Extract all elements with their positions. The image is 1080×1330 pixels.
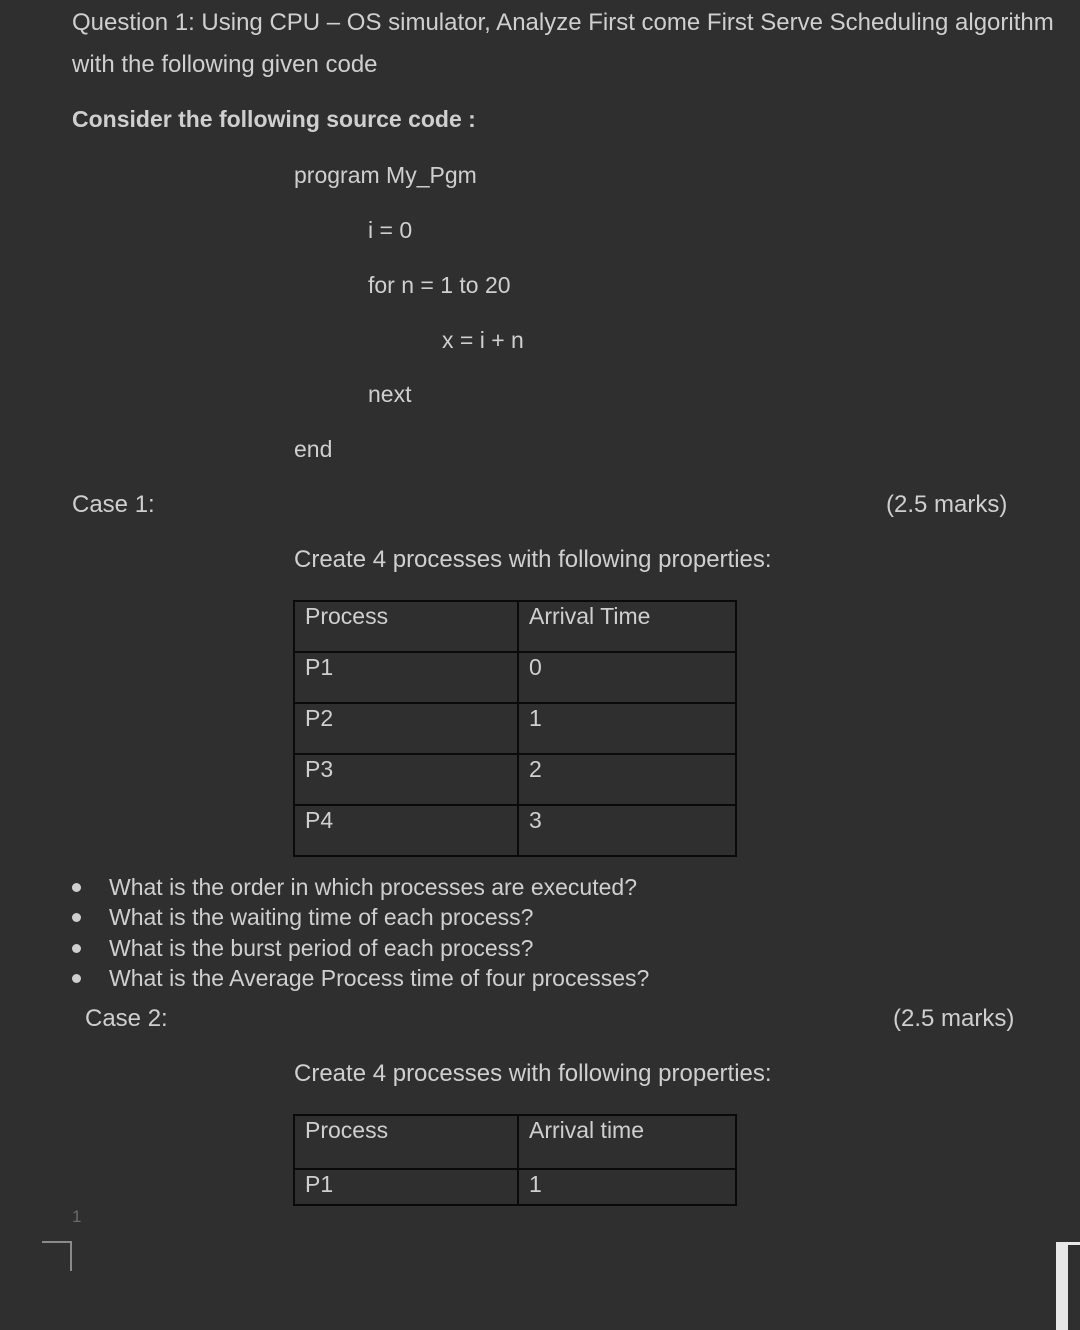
source-code-heading: Consider the following source code : (72, 106, 476, 132)
list-item (72, 963, 649, 993)
table-cell: P4 (294, 805, 518, 856)
question-title-line1: Question 1: Using CPU – OS simulator, Analyze First come First Serve Scheduling algorithm (72, 9, 1054, 36)
table-header-cell: Arrival Time (518, 601, 736, 652)
case2-label: Case 2: (85, 1005, 168, 1032)
code-line-end: end (294, 436, 333, 462)
page-corner-mark (42, 1241, 72, 1271)
case1-question-list (72, 872, 649, 993)
case1-process-table (293, 600, 737, 857)
table-cell: 3 (518, 805, 736, 856)
bullet-icon (72, 913, 81, 922)
table-header-row (294, 601, 736, 652)
page-number: 1 (72, 1207, 82, 1226)
bullet-icon (72, 883, 81, 892)
table-row (294, 652, 736, 703)
bullet-icon (72, 974, 81, 983)
case2-instruction: Create 4 processes with following properties: (294, 1060, 772, 1087)
question-text: What is the waiting time of each process? (109, 904, 534, 931)
table-cell: 1 (518, 703, 736, 754)
table-row (294, 754, 736, 805)
code-line-next: next (368, 381, 412, 407)
scrollbar-thumb[interactable] (1056, 1242, 1068, 1330)
list-item (72, 933, 649, 963)
table-header-cell: Process (294, 1115, 518, 1169)
question-title-line2: with the following given code (72, 51, 378, 78)
table-cell: 1 (518, 1169, 736, 1205)
case1-instruction: Create 4 processes with following properties: (294, 546, 772, 573)
table-header-cell: Process (294, 601, 518, 652)
table-cell: P1 (294, 652, 518, 703)
table-header-cell: Arrival time (518, 1115, 736, 1169)
case1-label: Case 1: (72, 491, 155, 518)
case1-marks: (2.5 marks) (886, 491, 1008, 518)
question-text: What is the burst period of each process? (109, 934, 534, 961)
list-item (72, 902, 649, 932)
table-cell: P3 (294, 754, 518, 805)
table-row (294, 1169, 736, 1205)
table-cell: 2 (518, 754, 736, 805)
code-line-assign: x = i + n (442, 327, 524, 353)
question-text: What is the order in which processes are executed? (109, 874, 637, 900)
table-cell: 0 (518, 652, 736, 703)
code-line-for: for n = 1 to 20 (368, 272, 511, 298)
question-text: What is the Average Process time of four processes? (109, 964, 650, 991)
list-item (72, 872, 649, 902)
table-cell: P1 (294, 1169, 518, 1205)
case2-marks: (2.5 marks) (893, 1005, 1015, 1032)
table-cell: P2 (294, 703, 518, 754)
code-line-program: program My_Pgm (294, 162, 477, 188)
case2-process-table (293, 1114, 737, 1206)
table-row (294, 805, 736, 856)
code-line-init: i = 0 (368, 217, 413, 243)
bullet-icon (72, 944, 81, 953)
table-row (294, 703, 736, 754)
table-header-row (294, 1115, 736, 1169)
scrollbar-cap (1068, 1242, 1080, 1245)
